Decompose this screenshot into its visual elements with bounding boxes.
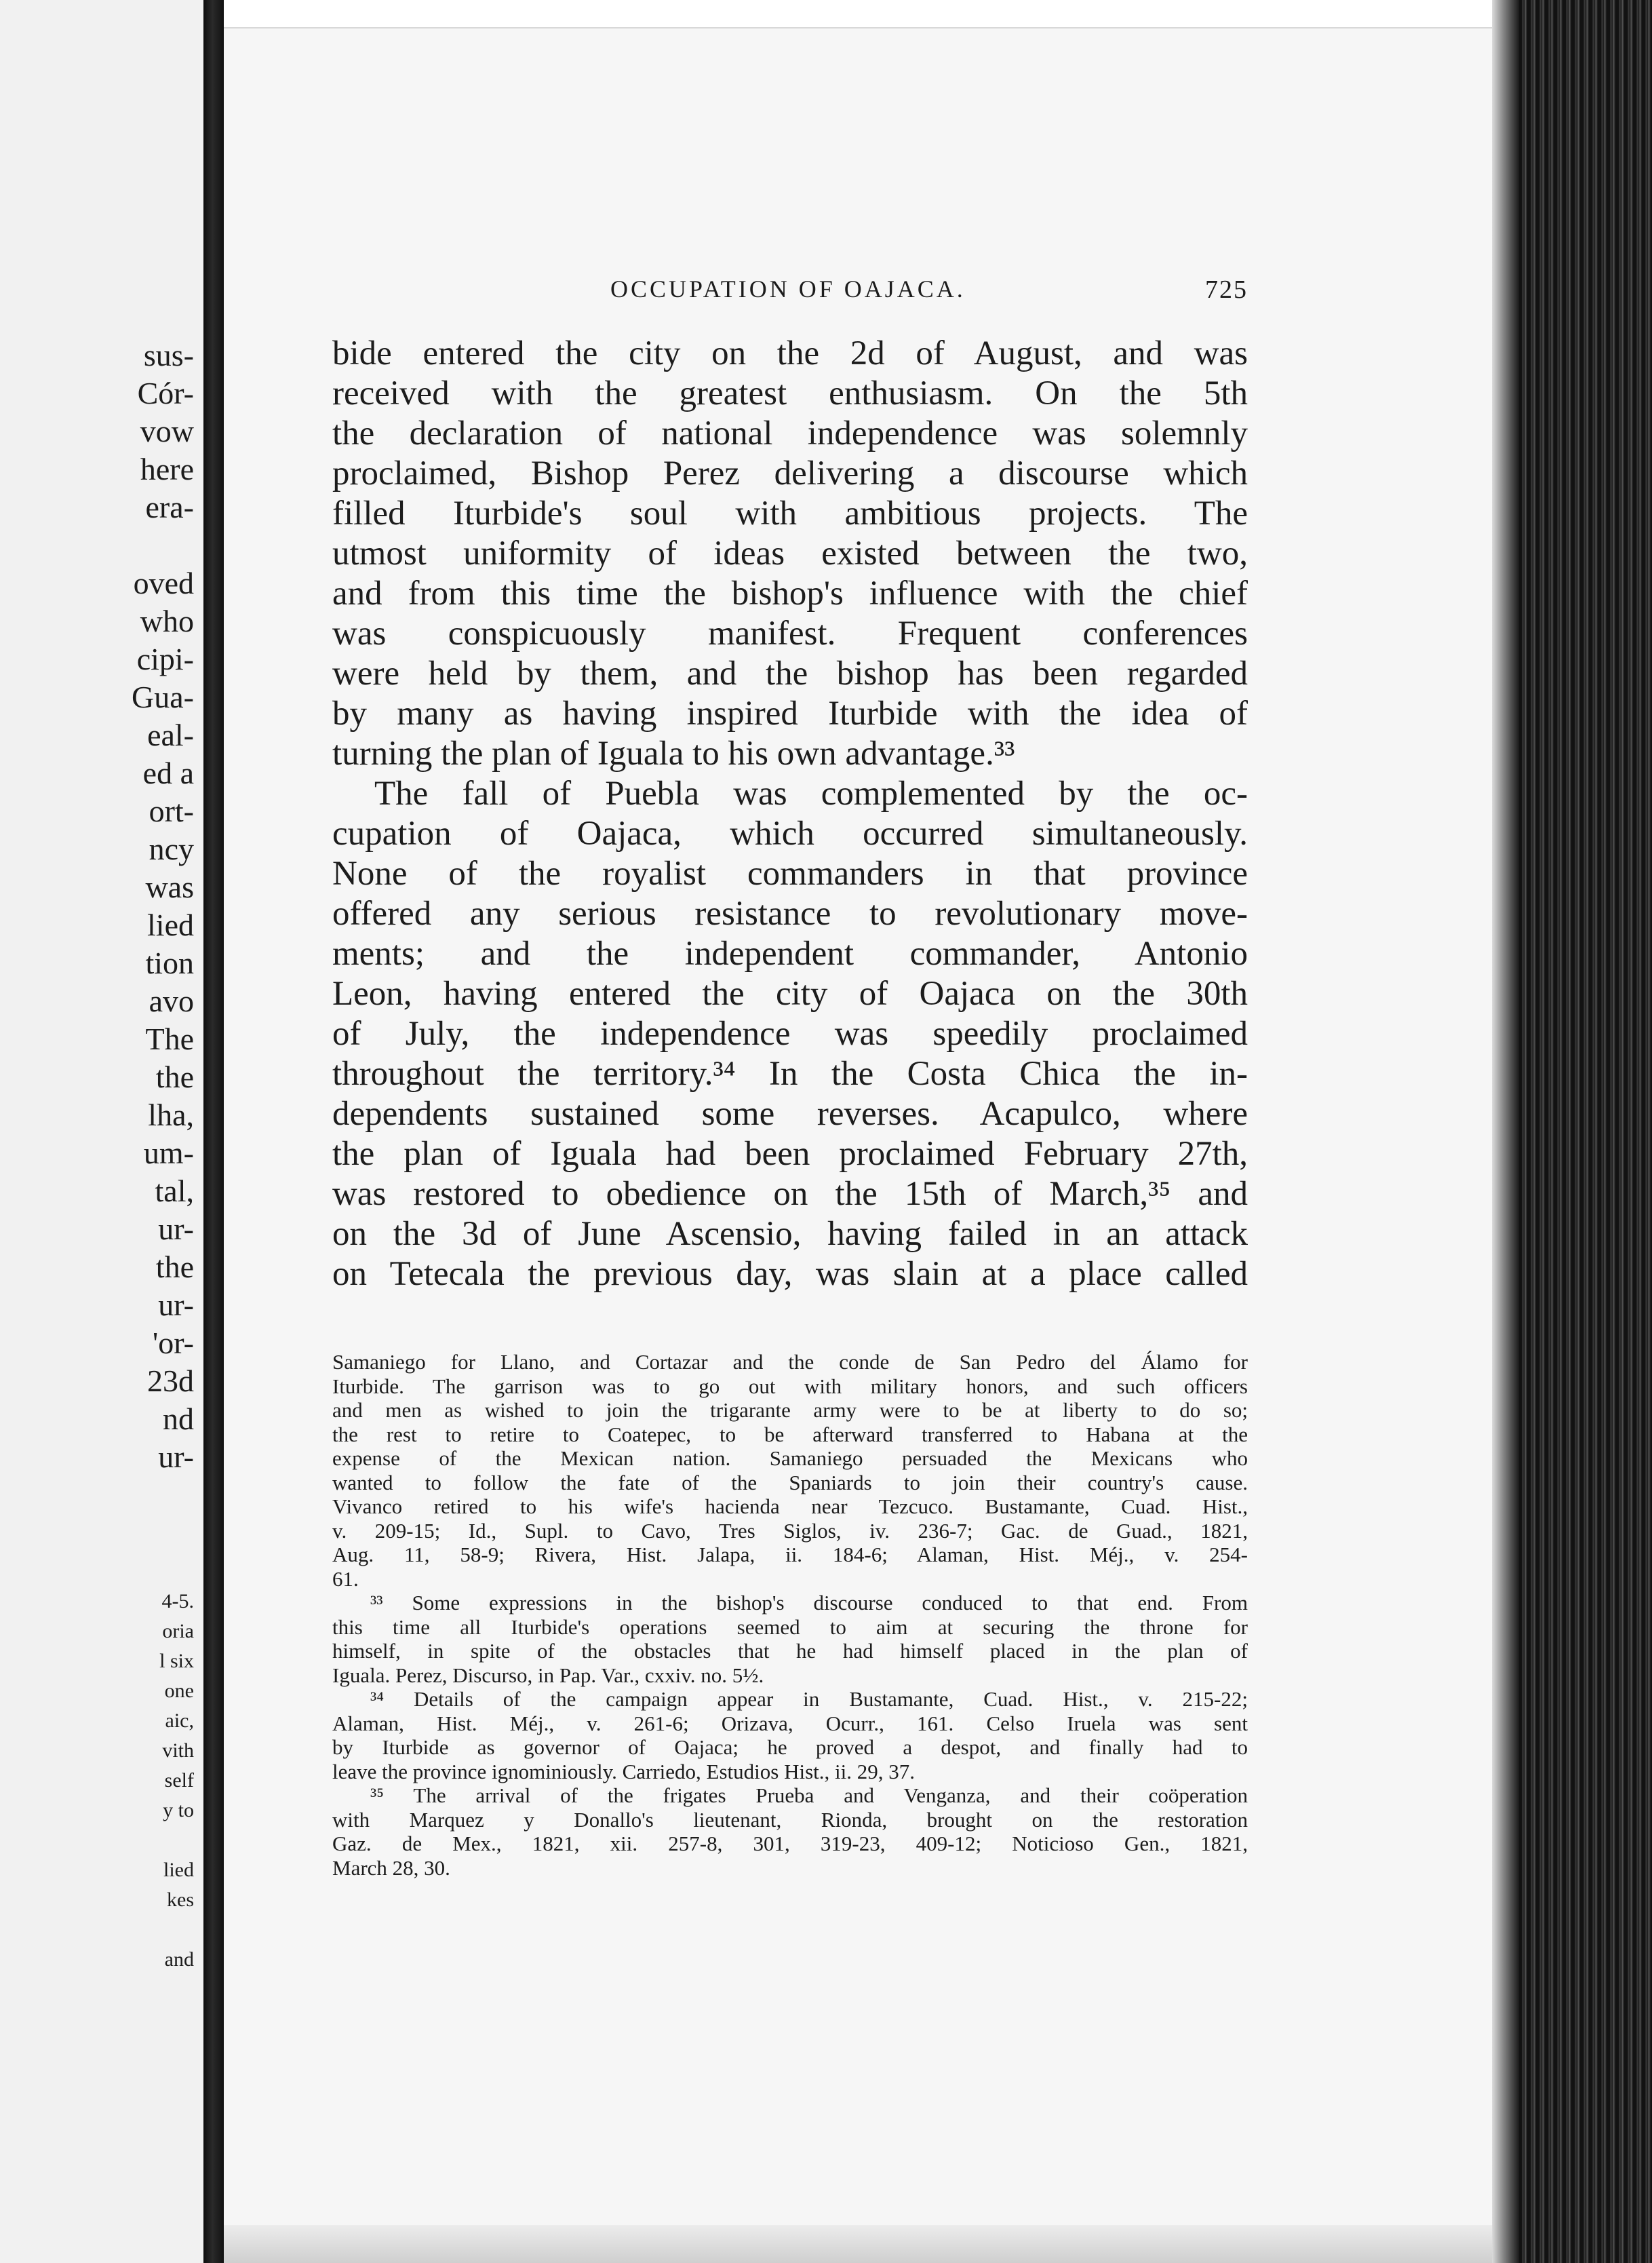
left-page-fragment: ed a [142, 756, 194, 790]
text-line: on the 3d of June Ascensio, having failed in an attack [332, 1215, 1248, 1253]
left-page-fragment: vow [140, 414, 194, 448]
footnote-line: and men as wished to join the trigarante army were to be at liberty to do so; [332, 1398, 1248, 1422]
left-page-fragment: nd [163, 1401, 194, 1436]
text-line: of July, the independence was speedily proclaimed [332, 1015, 1248, 1053]
footnotes [332, 1350, 1248, 1880]
left-page-fragment: 23d [147, 1363, 194, 1398]
footnote-line: Iturbide. The garrison was to go out with military honors, and such officers [332, 1374, 1248, 1398]
footnote-line: Iguala. Perez, Discurso, in Pap. Var., cxxiv. no. 5½. [332, 1663, 764, 1687]
footnote-line: with Marquez y Donallo's lieutenant, Rionda, brought on the restoration [332, 1807, 1248, 1832]
left-page-fragment: tal, [155, 1174, 194, 1208]
left-page [0, 0, 203, 2263]
left-page-small-fragment: l six [159, 1650, 194, 1672]
footnote-line: Gaz. de Mex., 1821, xii. 257-8, 301, 319-23, 409-12; Noticioso Gen., 1821, [332, 1832, 1248, 1855]
left-page-fragment: eal- [147, 718, 194, 752]
left-page-small-fragment: oria [162, 1620, 194, 1642]
footnote-line: ³⁴ Details of the campaign appear in Bustamante, Cuad. Hist., v. 215-22; [370, 1687, 1248, 1711]
footnote-line: Samaniego for Llano, and Cortazar and the conde de San Pedro del Álamo for [332, 1350, 1248, 1374]
text-line: cupation of Oajaca, which occurred simultaneously. [332, 815, 1248, 853]
left-page-fragment: here [140, 452, 194, 486]
left-page-fragment: oved [133, 566, 194, 600]
text-line: filled Iturbide's soul with ambitious projects. The [332, 495, 1248, 533]
left-page-small-fragment: and [164, 1948, 194, 1971]
text-line: dependents sustained some reverses. Acapulco, where [332, 1095, 1248, 1133]
left-page-fragment: ort- [149, 794, 194, 828]
text-line: by many as having inspired Iturbide with the idea of [332, 695, 1248, 733]
page-edges [1492, 0, 1652, 2263]
left-page-fragment: avo [149, 984, 194, 1018]
left-page-small-fragment: y to [163, 1799, 194, 1821]
left-page-fragment: ur- [158, 1439, 194, 1474]
left-page-fragment: the [155, 1250, 194, 1284]
text-line: turning the plan of Iguala to his own advantage.³³ [332, 735, 1015, 773]
text-line: was restored to obedience on the 15th of March,³⁵ and [332, 1175, 1248, 1213]
footnote-line: leave the province ignominiously. Carriedo, Estudios Hist., ii. 29, 37. [332, 1759, 915, 1783]
left-page-small-fragment: self [164, 1769, 194, 1792]
text-line: offered any serious resistance to revolutionary move- [332, 895, 1248, 933]
footnote-line: Alaman, Hist. Méj., v. 261-6; Orizava, Ocurr., 161. Celso Iruela was sent [332, 1711, 1248, 1735]
main-text [332, 334, 1248, 1294]
left-page-fragment: ncy [149, 832, 194, 866]
left-page-fragment: was [145, 870, 194, 904]
footnote-line: expense of the Mexican nation. Samaniego persuaded the Mexicans who [332, 1446, 1248, 1470]
left-page-small-fragment: aic, [165, 1709, 194, 1732]
text-line: bide entered the city on the 2d of August, and was [332, 334, 1248, 372]
text-line: The fall of Puebla was complemented by the oc- [374, 775, 1248, 813]
book-gutter [203, 0, 224, 2263]
left-page-fragment: 'or- [152, 1326, 194, 1360]
left-page-fragment: tion [145, 946, 194, 980]
text-line: Leon, having entered the city of Oajaca on the 30th [332, 975, 1248, 1013]
footnote-line: v. 209-15; Id., Supl. to Cavo, Tres Siglos, iv. 236-7; Gac. de Guad., 1821, [332, 1518, 1248, 1543]
left-page-fragment: um- [143, 1136, 194, 1170]
left-page-fragment: The [145, 1022, 194, 1056]
left-page-small-fragment: vith [162, 1739, 194, 1762]
left-page-small-fragment: lied [163, 1859, 194, 1881]
text-line: None of the royalist commanders in that province [332, 855, 1248, 893]
footnote-line: Aug. 11, 58-9; Rivera, Hist. Jalapa, ii. 184-6; Alaman, Hist. Méj., v. 254- [332, 1543, 1248, 1566]
left-page-fragment: the [155, 1060, 194, 1094]
text-line: was conspicuously manifest. Frequent conferences [332, 615, 1248, 653]
footnote-line: ³³ Some expressions in the bishop's discourse conduced to that end. From [370, 1591, 1248, 1614]
footnote-line: Vivanco retired to his wife's hacienda near Tezcuco. Bustamante, Cuad. Hist., [332, 1494, 1248, 1518]
footnote-line: the rest to retire to Coatepec, to be afterward transferred to Habana at the [332, 1422, 1248, 1446]
left-page-fragment: ur- [158, 1212, 194, 1246]
left-page-fragment: ur- [158, 1288, 194, 1322]
text-line: the declaration of national independence was solemnly [332, 414, 1248, 452]
footnote-line: this time all Iturbide's operations seemed to aim at securing the throne for [332, 1614, 1248, 1639]
page-bottom-edge [224, 2225, 1492, 2263]
left-page-fragment: era- [145, 490, 194, 524]
left-page-fragment: lied [147, 908, 194, 942]
left-page-fragment: sus- [143, 338, 194, 372]
text-line: proclaimed, Bishop Perez delivering a discourse which [332, 454, 1248, 492]
text-line: and from this time the bishop's influence with the chief [332, 575, 1248, 613]
footnote-line: ³⁵ The arrival of the frigates Prueba and Venganza, and their coöperation [370, 1783, 1248, 1807]
left-page-small-fragment: kes [167, 1889, 194, 1911]
footnote-line: 61. [332, 1566, 359, 1591]
footnote-line: by Iturbide as governor of Oajaca; he proved a despot, and finally had to [332, 1735, 1248, 1759]
footnote-line: March 28, 30. [332, 1855, 450, 1880]
text-line: on Tetecala the previous day, was slain at a place called [332, 1255, 1248, 1293]
left-page-fragment: lha, [148, 1098, 194, 1132]
text-line: were held by them, and the bishop has been regarded [332, 655, 1248, 693]
left-page-fragment: Gua- [132, 680, 194, 714]
left-page-fragment: cipi- [136, 642, 194, 676]
text-line: utmost uniformity of ideas existed between the two, [332, 535, 1248, 573]
left-page-small-fragment: 4-5. [161, 1590, 194, 1612]
text-line: the plan of Iguala had been proclaimed February 27th, [332, 1135, 1248, 1173]
left-page-fragment: Cór- [137, 376, 194, 410]
text-line: throughout the territory.³⁴ In the Costa Chica the in- [332, 1055, 1248, 1093]
running-head [332, 275, 1248, 309]
text-line: received with the greatest enthusiasm. On the 5th [332, 374, 1248, 412]
page-number: 725 [1205, 275, 1248, 304]
running-title: OCCUPATION OF OAJACA. [610, 275, 966, 303]
footnote-line: himself, in spite of the obstacles that he had himself placed in the plan of [332, 1639, 1248, 1663]
left-page-small-fragment: one [164, 1680, 194, 1702]
text-line: ments; and the independent commander, Antonio [332, 935, 1248, 973]
left-page-fragment: who [140, 604, 194, 638]
footnote-line: wanted to follow the fate of the Spaniards to join their country's cause. [332, 1470, 1248, 1494]
